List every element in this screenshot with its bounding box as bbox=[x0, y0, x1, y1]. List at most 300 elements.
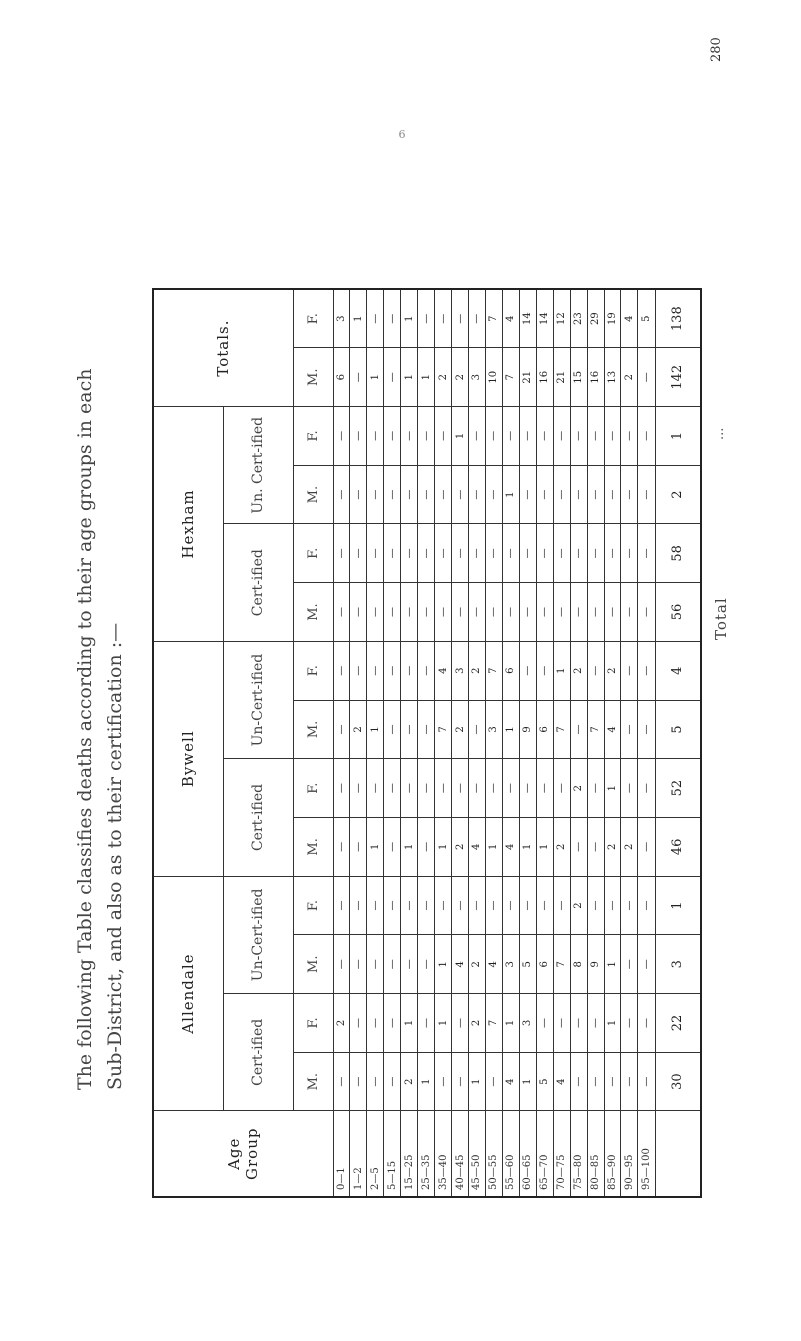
table-cell: 6 bbox=[536, 935, 553, 994]
table-cell: — bbox=[604, 465, 621, 524]
table-cell: 6 bbox=[333, 348, 350, 407]
table-cell: 4 bbox=[435, 641, 452, 700]
table-cell: — bbox=[502, 524, 519, 583]
caption-line-1: The following Table classifies deaths according to their age groups in each bbox=[74, 368, 96, 1090]
table-cell: — bbox=[418, 876, 435, 935]
table-cell: — bbox=[401, 700, 418, 759]
table-cell: — bbox=[452, 583, 469, 642]
table-cell: — bbox=[452, 994, 469, 1053]
table-cell: — bbox=[621, 583, 638, 642]
table-cell: 4 bbox=[621, 289, 638, 348]
table-cell: — bbox=[536, 641, 553, 700]
table-cell: — bbox=[333, 935, 350, 994]
table-cell: — bbox=[485, 524, 502, 583]
table-cell: 2 bbox=[452, 700, 469, 759]
table-cell: — bbox=[519, 759, 536, 818]
table-cell: — bbox=[553, 876, 570, 935]
table-cell: — bbox=[350, 407, 367, 466]
table-cell: 21 bbox=[553, 348, 570, 407]
district-header-hexham: Hexham bbox=[153, 407, 223, 642]
table-cell: 2 bbox=[452, 817, 469, 876]
table-cell: — bbox=[485, 465, 502, 524]
table-cell: 2 bbox=[553, 817, 570, 876]
table-cell: 8 bbox=[570, 935, 587, 994]
table-cell: 1 bbox=[418, 1052, 435, 1111]
table-cell: 1 bbox=[553, 641, 570, 700]
table-cell: — bbox=[435, 289, 452, 348]
total-cell: 58 bbox=[655, 524, 701, 583]
table-cell: — bbox=[384, 524, 401, 583]
table-cell: — bbox=[519, 465, 536, 524]
table-cell: — bbox=[384, 348, 401, 407]
table-cell: — bbox=[367, 641, 384, 700]
table-cell: 2 bbox=[435, 348, 452, 407]
table-cell: — bbox=[485, 759, 502, 818]
table-row bbox=[638, 289, 655, 1197]
table-cell: — bbox=[333, 1052, 350, 1111]
table-cell: 7 bbox=[485, 641, 502, 700]
table-cell: 7 bbox=[553, 700, 570, 759]
female-column-header: F. bbox=[293, 994, 333, 1053]
table-cell: — bbox=[333, 700, 350, 759]
table-cell: — bbox=[418, 407, 435, 466]
total-cell: 142 bbox=[655, 348, 701, 407]
total-cell: 1 bbox=[655, 876, 701, 935]
table-cell: — bbox=[587, 524, 604, 583]
table-cell: — bbox=[519, 641, 536, 700]
table-cell: — bbox=[638, 641, 655, 700]
table-cell: — bbox=[452, 1052, 469, 1111]
table-cell: — bbox=[621, 465, 638, 524]
age-group-label: 15—25 bbox=[401, 1111, 418, 1197]
table-cell: — bbox=[350, 759, 367, 818]
table-cell: — bbox=[536, 994, 553, 1053]
table-cell: — bbox=[519, 524, 536, 583]
table-cell: 4 bbox=[553, 1052, 570, 1111]
table-cell: — bbox=[401, 583, 418, 642]
table-cell: — bbox=[570, 407, 587, 466]
table-cell: — bbox=[604, 1052, 621, 1111]
table-cell: — bbox=[638, 407, 655, 466]
age-group-label: 35—40 bbox=[435, 1111, 452, 1197]
table-cell: — bbox=[536, 407, 553, 466]
male-column-header: M. bbox=[293, 583, 333, 642]
total-cell: 5 bbox=[655, 700, 701, 759]
table-cell: — bbox=[333, 524, 350, 583]
table-cell: 1 bbox=[435, 817, 452, 876]
table-cell: — bbox=[401, 876, 418, 935]
district-header-allendale: Allendale bbox=[153, 876, 223, 1111]
table-cell: — bbox=[401, 524, 418, 583]
grand-total-dots: ... bbox=[712, 427, 727, 440]
table-cell: — bbox=[587, 583, 604, 642]
table-row bbox=[418, 289, 435, 1197]
table-cell: — bbox=[469, 524, 486, 583]
table-cell: — bbox=[469, 876, 486, 935]
table-cell: — bbox=[553, 583, 570, 642]
table-cell: — bbox=[435, 876, 452, 935]
table-cell: — bbox=[401, 759, 418, 818]
table-cell: — bbox=[418, 759, 435, 818]
table-cell: — bbox=[502, 407, 519, 466]
table-row bbox=[621, 289, 638, 1197]
table-cell: — bbox=[435, 407, 452, 466]
total-cell: 2 bbox=[655, 465, 701, 524]
table-cell: 1 bbox=[604, 994, 621, 1053]
bywell-cert-header: Cert-ified bbox=[223, 759, 293, 876]
table-cell: — bbox=[350, 876, 367, 935]
table-cell: 1 bbox=[418, 348, 435, 407]
table-cell: — bbox=[333, 465, 350, 524]
table-cell: — bbox=[469, 465, 486, 524]
age-group-label: 50—55 bbox=[485, 1111, 502, 1197]
table-cell: 2 bbox=[452, 348, 469, 407]
total-cell: 1 bbox=[655, 407, 701, 466]
table-cell: 3 bbox=[485, 700, 502, 759]
table-cell: — bbox=[604, 407, 621, 466]
table-cell: 4 bbox=[469, 817, 486, 876]
table-row bbox=[384, 289, 401, 1197]
table-cell: — bbox=[469, 759, 486, 818]
table-cell: 6 bbox=[536, 700, 553, 759]
table-cell: — bbox=[638, 817, 655, 876]
table-cell: — bbox=[536, 524, 553, 583]
table-cell: — bbox=[367, 876, 384, 935]
table-cell: — bbox=[536, 759, 553, 818]
table-cell: 7 bbox=[485, 994, 502, 1053]
table-cell: — bbox=[638, 994, 655, 1053]
table-row bbox=[367, 289, 384, 1197]
table-cell: — bbox=[367, 465, 384, 524]
table-cell: — bbox=[418, 524, 435, 583]
table-row bbox=[333, 289, 350, 1197]
table-cell: — bbox=[570, 465, 587, 524]
table-row bbox=[452, 289, 469, 1197]
table-cell: — bbox=[435, 759, 452, 818]
female-column-header: F. bbox=[293, 524, 333, 583]
table-cell: 2 bbox=[621, 348, 638, 407]
table-cell: — bbox=[638, 876, 655, 935]
table-cell: — bbox=[350, 935, 367, 994]
table-cell: 1 bbox=[367, 348, 384, 407]
female-column-header: F. bbox=[293, 407, 333, 466]
table-cell: — bbox=[519, 407, 536, 466]
table-cell: 1 bbox=[485, 817, 502, 876]
table-cell: — bbox=[570, 994, 587, 1053]
grand-total-value: 280 bbox=[709, 37, 724, 62]
table-cell: 5 bbox=[638, 289, 655, 348]
table-cell: 23 bbox=[570, 289, 587, 348]
table-cell: — bbox=[401, 935, 418, 994]
table-cell: 2 bbox=[604, 817, 621, 876]
table-cell: 1 bbox=[502, 700, 519, 759]
table-cell: — bbox=[367, 289, 384, 348]
male-column-header: M. bbox=[293, 465, 333, 524]
table-row bbox=[587, 289, 604, 1197]
table-cell: — bbox=[469, 583, 486, 642]
table-cell: — bbox=[384, 700, 401, 759]
table-cell: — bbox=[333, 759, 350, 818]
table-cell: — bbox=[401, 641, 418, 700]
table-cell: 2 bbox=[570, 759, 587, 818]
table-cell: — bbox=[350, 583, 367, 642]
caption-line-2: Sub-District, and also as to their certification :— bbox=[104, 622, 126, 1090]
table-cell: — bbox=[621, 759, 638, 818]
table-cell: — bbox=[418, 994, 435, 1053]
table-cell: — bbox=[401, 407, 418, 466]
table-cell: — bbox=[587, 994, 604, 1053]
bywell-uncert-header: Un-Cert-ified bbox=[223, 641, 293, 758]
table-cell: 2 bbox=[401, 1052, 418, 1111]
table-cell: — bbox=[418, 289, 435, 348]
table-cell: — bbox=[570, 524, 587, 583]
table-cell: 29 bbox=[587, 289, 604, 348]
age-group-header: Age Group bbox=[153, 1111, 333, 1197]
allendale-cert-header: Cert-ified bbox=[223, 994, 293, 1111]
table-cell: 14 bbox=[519, 289, 536, 348]
table-cell: — bbox=[587, 1052, 604, 1111]
allendale-uncert-header: Un-Cert-ified bbox=[223, 876, 293, 993]
table-cell: — bbox=[452, 524, 469, 583]
table-cell: 5 bbox=[519, 935, 536, 994]
table-cell: — bbox=[553, 465, 570, 524]
table-cell: — bbox=[384, 759, 401, 818]
total-cell: 138 bbox=[655, 289, 701, 348]
table-cell: 7 bbox=[485, 289, 502, 348]
table-cell: — bbox=[435, 1052, 452, 1111]
table-cell: — bbox=[604, 583, 621, 642]
table-cell: — bbox=[452, 876, 469, 935]
table-cell: 2 bbox=[469, 641, 486, 700]
table-cell: — bbox=[519, 583, 536, 642]
table-cell: — bbox=[587, 876, 604, 935]
table-row bbox=[485, 289, 502, 1197]
table-row bbox=[536, 289, 553, 1197]
table-cell: — bbox=[536, 465, 553, 524]
table-cell: — bbox=[367, 583, 384, 642]
table-cell: — bbox=[435, 524, 452, 583]
table-cell: — bbox=[452, 465, 469, 524]
age-group-label: 65—70 bbox=[536, 1111, 553, 1197]
table-cell: 7 bbox=[435, 700, 452, 759]
table-cell: — bbox=[570, 817, 587, 876]
table-cell: — bbox=[621, 524, 638, 583]
table-cell: 1 bbox=[367, 817, 384, 876]
table-cell: — bbox=[367, 759, 384, 818]
table-cell: — bbox=[367, 524, 384, 583]
female-column-header: F. bbox=[293, 759, 333, 818]
table-cell: — bbox=[333, 876, 350, 935]
table-cell: 4 bbox=[502, 289, 519, 348]
age-group-label: 45—50 bbox=[469, 1111, 486, 1197]
table-cell: — bbox=[638, 1052, 655, 1111]
total-cell: 3 bbox=[655, 935, 701, 994]
table-cell: — bbox=[553, 994, 570, 1053]
table-cell: 1 bbox=[350, 289, 367, 348]
table-cell: 14 bbox=[536, 289, 553, 348]
table-cell: — bbox=[350, 348, 367, 407]
table-cell: 16 bbox=[536, 348, 553, 407]
table-cell: 1 bbox=[401, 348, 418, 407]
table-cell: 5 bbox=[536, 1052, 553, 1111]
table-cell: — bbox=[502, 876, 519, 935]
age-group-label: 70—75 bbox=[553, 1111, 570, 1197]
table-cell: — bbox=[553, 407, 570, 466]
table-cell: — bbox=[333, 641, 350, 700]
table-row bbox=[502, 289, 519, 1197]
table-cell: — bbox=[621, 641, 638, 700]
table-cell: 21 bbox=[519, 348, 536, 407]
age-group-label: 80—85 bbox=[587, 1111, 604, 1197]
table-cell: 1 bbox=[367, 700, 384, 759]
male-column-header: M. bbox=[293, 700, 333, 759]
male-column-header: M. bbox=[293, 1052, 333, 1111]
table-cell: — bbox=[435, 465, 452, 524]
table-row bbox=[350, 289, 367, 1197]
table-cell: — bbox=[587, 407, 604, 466]
table-cell: — bbox=[621, 1052, 638, 1111]
table-cell: — bbox=[333, 407, 350, 466]
table-cell: — bbox=[367, 407, 384, 466]
table-cell: — bbox=[553, 524, 570, 583]
table-cell: — bbox=[384, 407, 401, 466]
table-cell: 10 bbox=[485, 348, 502, 407]
table-cell: 3 bbox=[469, 348, 486, 407]
table-cell: — bbox=[638, 524, 655, 583]
age-group-label: 60—65 bbox=[519, 1111, 536, 1197]
table-cell: 2 bbox=[570, 876, 587, 935]
table-cell: — bbox=[570, 583, 587, 642]
table-cell: — bbox=[502, 759, 519, 818]
age-group-label: 85—90 bbox=[604, 1111, 621, 1197]
age-group-label: 75—80 bbox=[570, 1111, 587, 1197]
table-cell: 9 bbox=[587, 935, 604, 994]
age-group-label: 55—60 bbox=[502, 1111, 519, 1197]
caption bbox=[70, 80, 130, 1090]
table-cell: 4 bbox=[604, 700, 621, 759]
table-cell: — bbox=[367, 935, 384, 994]
table-row bbox=[604, 289, 621, 1197]
age-group-label: 1—2 bbox=[350, 1111, 367, 1197]
table-cell: — bbox=[418, 935, 435, 994]
table-cell: — bbox=[384, 465, 401, 524]
table-cell: — bbox=[485, 1052, 502, 1111]
table-cell: — bbox=[452, 289, 469, 348]
table-cell: 3 bbox=[333, 289, 350, 348]
table-cell: 7 bbox=[502, 348, 519, 407]
table-cell: 4 bbox=[502, 817, 519, 876]
table-cell: — bbox=[587, 759, 604, 818]
table-cell: — bbox=[638, 759, 655, 818]
table-cell: — bbox=[350, 641, 367, 700]
table-cell: — bbox=[638, 935, 655, 994]
table-cell: 9 bbox=[519, 700, 536, 759]
table-cell: 15 bbox=[570, 348, 587, 407]
table-cell: — bbox=[452, 759, 469, 818]
table-cell: — bbox=[536, 876, 553, 935]
grand-total-label: Total bbox=[712, 597, 730, 640]
table-cell: 1 bbox=[519, 1052, 536, 1111]
table-cell: — bbox=[570, 700, 587, 759]
table-cell: — bbox=[418, 817, 435, 876]
table-cell: — bbox=[384, 289, 401, 348]
table-cell: 2 bbox=[621, 817, 638, 876]
table-cell: — bbox=[587, 465, 604, 524]
table-cell: 1 bbox=[401, 289, 418, 348]
table-row bbox=[435, 289, 452, 1197]
district-header-bywell: Bywell bbox=[153, 641, 223, 876]
table-cell: 1 bbox=[502, 465, 519, 524]
table-cell: — bbox=[638, 465, 655, 524]
table-cell: — bbox=[638, 700, 655, 759]
table-cell: 1 bbox=[469, 1052, 486, 1111]
table-cell: — bbox=[587, 817, 604, 876]
total-cell: 52 bbox=[655, 759, 701, 818]
female-column-header: F. bbox=[293, 876, 333, 935]
table-cell: — bbox=[350, 465, 367, 524]
table-cell: 3 bbox=[452, 641, 469, 700]
table-cell: — bbox=[333, 817, 350, 876]
table-cell: — bbox=[418, 700, 435, 759]
table-cell: — bbox=[384, 583, 401, 642]
age-group-label: 95—100 bbox=[638, 1111, 655, 1197]
female-column-header: F. bbox=[293, 641, 333, 700]
table-cell: — bbox=[367, 1052, 384, 1111]
table-cell: 13 bbox=[604, 348, 621, 407]
total-cell: 4 bbox=[655, 641, 701, 700]
table-cell: — bbox=[621, 876, 638, 935]
table-cell: 2 bbox=[604, 641, 621, 700]
table-cell: 19 bbox=[604, 289, 621, 348]
male-column-header: M. bbox=[293, 348, 333, 407]
totals-header: Totals. bbox=[153, 289, 293, 407]
table-cell: 6 bbox=[502, 641, 519, 700]
table-cell: 1 bbox=[536, 817, 553, 876]
table-cell: 1 bbox=[519, 817, 536, 876]
table-cell: 7 bbox=[587, 700, 604, 759]
table-cell: 2 bbox=[333, 994, 350, 1053]
table-cell: — bbox=[604, 876, 621, 935]
table-cell: — bbox=[621, 935, 638, 994]
table-cell: — bbox=[350, 524, 367, 583]
table-cell: — bbox=[384, 935, 401, 994]
table-cell: 2 bbox=[469, 935, 486, 994]
age-group-label: 5—15 bbox=[384, 1111, 401, 1197]
table-cell: 4 bbox=[502, 1052, 519, 1111]
table-cell: — bbox=[485, 876, 502, 935]
page-number: 6 bbox=[398, 128, 406, 141]
table-cell: 1 bbox=[502, 994, 519, 1053]
table-cell: — bbox=[638, 583, 655, 642]
table-cell: — bbox=[553, 759, 570, 818]
table-cell: 2 bbox=[350, 700, 367, 759]
table-cell: — bbox=[638, 348, 655, 407]
table-cell: 1 bbox=[435, 994, 452, 1053]
table-cell: 1 bbox=[435, 935, 452, 994]
table-cell: — bbox=[333, 583, 350, 642]
table-cell: — bbox=[418, 465, 435, 524]
total-cell: 22 bbox=[655, 994, 701, 1053]
age-certification-table bbox=[152, 288, 702, 1198]
table-cell: 16 bbox=[587, 348, 604, 407]
male-column-header: M. bbox=[293, 817, 333, 876]
table-cell: — bbox=[401, 465, 418, 524]
totals-row bbox=[655, 289, 701, 1197]
age-group-label: 2—5 bbox=[367, 1111, 384, 1197]
total-cell: 56 bbox=[655, 583, 701, 642]
table-cell: 1 bbox=[604, 759, 621, 818]
table-cell: — bbox=[469, 289, 486, 348]
